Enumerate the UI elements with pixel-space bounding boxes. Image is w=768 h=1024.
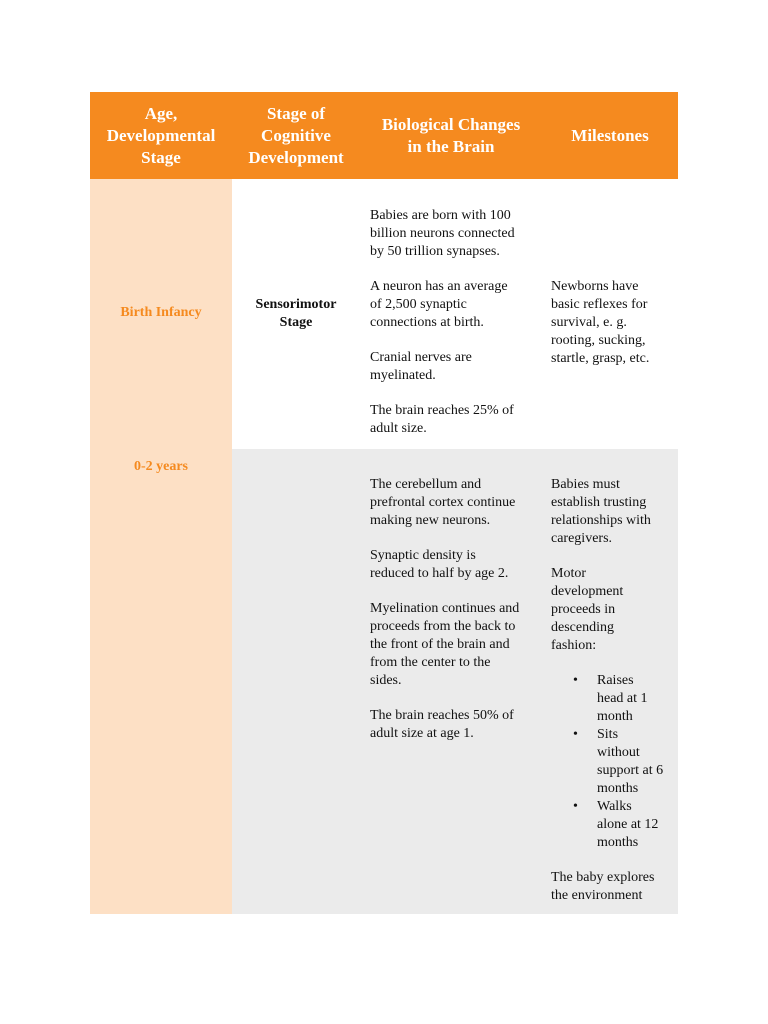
biological-changes-row-1	[370, 207, 540, 455]
milestone-paragraph: Babies must establish trusting relationships with caregivers.	[551, 477, 651, 546]
bio-paragraph: Cranial nerves are myelinated.	[370, 350, 472, 383]
cognitive-stage: Sensorimotor Stage	[255, 297, 337, 330]
header-milestones-label: Milestones	[571, 125, 649, 145]
milestones-row-2	[551, 476, 675, 922]
milestone-paragraph: Newborns have basic reflexes for survival, e. g. rooting, sucking, startle, grasp, etc.	[551, 279, 650, 366]
biological-changes-row-2	[370, 476, 540, 760]
milestones-row-1	[551, 278, 675, 385]
bio-paragraph: The brain reaches 25% of adult size.	[370, 403, 514, 436]
age-label-birth-infancy: Birth Infancy	[120, 305, 202, 320]
header-stage-label: Stage of Cognitive Development	[248, 103, 344, 167]
bio-paragraph: Babies are born with 100 billion neurons connected by 50 trillion synapses.	[370, 208, 515, 259]
brain-development-table	[90, 92, 678, 914]
list-item: • Raises head at 1 month	[597, 672, 675, 726]
header-milestones	[542, 92, 678, 179]
bio-paragraph: The cerebellum and prefrontal cortex continue making new neurons.	[370, 477, 516, 528]
header-age	[90, 92, 232, 179]
header-biological-label: Biological Changes in the Brain	[381, 114, 521, 156]
table-header	[90, 92, 678, 179]
motor-milestones-list	[551, 672, 675, 852]
header-stage	[232, 92, 360, 179]
age-label-range: 0-2 years	[133, 459, 189, 474]
milestone-paragraph: Motor development proceeds in descending fashion:	[551, 566, 624, 653]
bio-paragraph: Myelination continues and proceeds from the back to the front of the brain and from the center to the sides.	[370, 601, 520, 688]
bio-paragraph: A neuron has an average of 2,500 synaptic connections at birth.	[370, 279, 508, 330]
header-age-label: Age, Developmental Stage	[106, 103, 216, 167]
age-column	[90, 179, 232, 914]
milestone-paragraph: The baby explores the environment	[551, 870, 655, 903]
header-biological	[360, 92, 542, 179]
list-item: • Sits without support at 6 months	[597, 726, 675, 798]
bio-paragraph: Synaptic density is reduced to half by age 2.	[370, 548, 509, 581]
bio-paragraph: The brain reaches 50% of adult size at age 1.	[370, 708, 514, 741]
list-item: • Walks alone at 12 months	[597, 798, 675, 852]
